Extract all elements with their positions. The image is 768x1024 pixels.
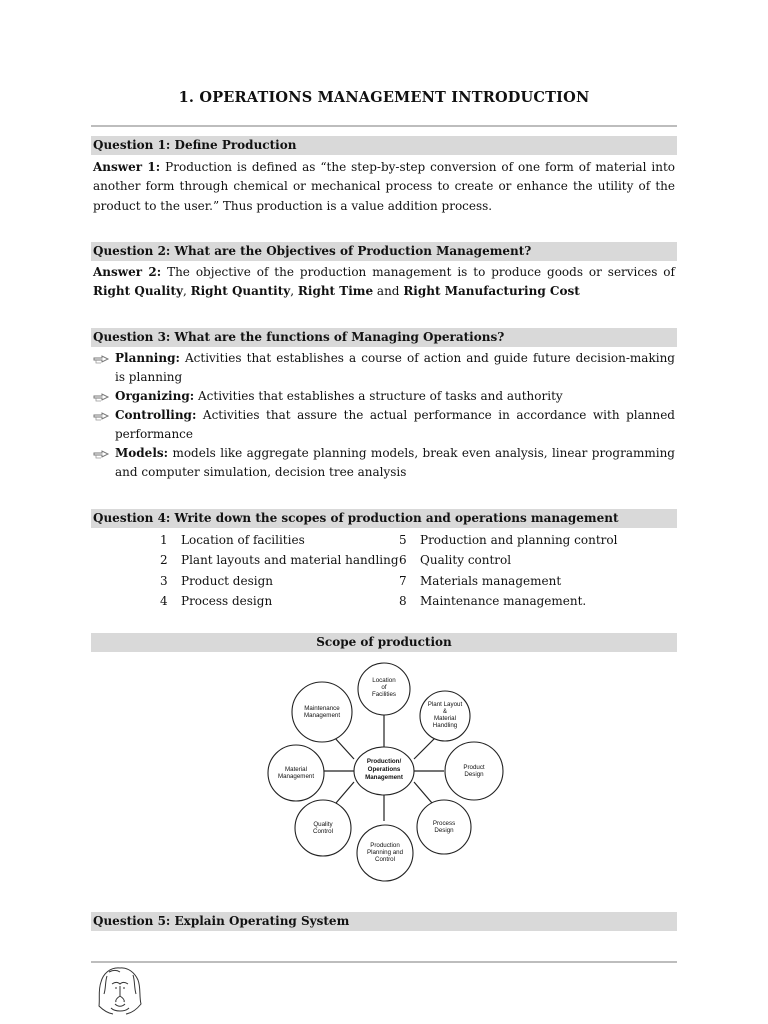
item-number: 2	[160, 553, 168, 568]
question-4-heading: Question 4: Write down the scopes of production and operations management	[91, 509, 677, 528]
answer-2-label: Answer 2:	[93, 265, 162, 279]
item-text: Product design	[181, 573, 273, 588]
scope-diagram	[264, 657, 504, 887]
svg-text:Production/OperationsManagemen	[365, 758, 403, 781]
item-text: Process design	[181, 593, 273, 608]
item-number: 7	[399, 573, 407, 588]
ppc-label-1: Production	[370, 842, 400, 849]
list-item	[160, 530, 399, 550]
question-5-heading: Question 5: Explain Operating System	[91, 912, 677, 931]
list-item	[160, 591, 399, 611]
list-item	[93, 406, 675, 444]
maintenance-label-1: Maintenance	[304, 705, 340, 712]
location-label-1: Location	[372, 677, 396, 684]
list-item	[399, 591, 617, 611]
item-number: 5	[399, 533, 407, 547]
scope-list-right	[399, 530, 617, 611]
pointing-hand-icon	[93, 387, 115, 406]
item-text: Quality control	[420, 553, 512, 568]
pointing-hand-icon	[93, 444, 115, 463]
item-text: Production and planning control	[420, 533, 618, 547]
product-label-2: Design	[464, 771, 484, 778]
list-item	[93, 387, 675, 406]
models-term: Models:	[115, 446, 169, 460]
list-item	[399, 530, 617, 550]
models-text: models like aggregate planning models, break even analysis, linear programming and computer simulation, decision tree analysis	[115, 446, 675, 479]
title-divider	[91, 125, 677, 127]
location-label-3: Facilities	[371, 691, 397, 698]
material-label-2: Management	[277, 773, 315, 780]
question-3-heading: Question 3: What are the functions of Managing Operations?	[91, 328, 677, 347]
list-item	[399, 550, 617, 570]
scope-heading: Scope of production	[91, 633, 677, 652]
maintenance-label-2: Management	[303, 712, 341, 719]
product-label-1: Product	[463, 764, 485, 771]
item-number: 8	[399, 593, 407, 608]
item-text: Location of facilities	[181, 533, 305, 547]
list-item	[160, 550, 399, 570]
functions-list	[93, 349, 675, 482]
item-number: 3	[160, 573, 168, 588]
plant-label-4: Handling	[432, 722, 458, 729]
right-time: Right Time	[297, 284, 374, 299]
center-label-2: Operations	[367, 766, 401, 773]
list-item	[160, 571, 399, 591]
ppc-label-2: Planning and	[366, 849, 404, 856]
item-text: Materials management	[420, 573, 562, 588]
quality-label-2: Control	[313, 828, 333, 835]
answer-2: Answer 2: The objective of the production management is to produce goods or services of Right Quality, Right Quantity, Right Time and Right Manufacturing Cost	[93, 265, 675, 299]
svg-text:ProcessDesign	[433, 820, 455, 834]
right-quality: Right Quality	[93, 284, 183, 299]
item-number: 1	[160, 533, 168, 547]
right-quantity: Right Quantity	[190, 284, 291, 299]
svg-text:MaintenanceManagement	[304, 705, 340, 719]
quality-label-1: Quality	[313, 821, 333, 828]
item-number: 6	[399, 553, 407, 568]
list-item	[93, 349, 675, 387]
plant-label-1: Plant Layout	[427, 701, 463, 708]
plant-label-3: Material	[433, 715, 457, 722]
pointing-hand-icon	[93, 406, 115, 425]
planning-term: Planning:	[115, 351, 180, 365]
location-label-2: of	[381, 684, 387, 691]
right-manufacturing-cost: Right Manufacturing Cost	[403, 284, 580, 299]
answer-1-label: Answer 1:	[93, 160, 161, 174]
list-item	[399, 571, 617, 591]
planning-text: Activities that establishes a course of action and guide future decision-making is planning	[115, 351, 675, 384]
svg-text:ProductDesign	[463, 764, 485, 778]
pointing-hand-icon	[93, 349, 115, 368]
process-label-2: Design	[434, 827, 454, 834]
ppc-label-3: Control	[375, 856, 395, 863]
svg-text:QualityControl	[313, 821, 334, 835]
item-number: 4	[160, 593, 168, 608]
answer-1-text: Production is defined as “the step-by-step conversion of one form of material into another form through chemical or mechanical process to create or enhance the utility of the product to the user.” Thus production is a value addition process.	[93, 160, 675, 213]
list-item	[93, 444, 675, 482]
footer-divider	[91, 961, 677, 963]
controlling-term: Controlling:	[115, 408, 197, 422]
answer-2-and: and	[376, 284, 400, 299]
controlling-text: Activities that assure the actual performance in accordance with planned performance	[115, 408, 675, 441]
question-1-heading: Question 1: Define Production	[91, 136, 677, 155]
organizing-text: Activities that establishes a structure of tasks and authority	[197, 389, 563, 403]
question-2-heading: Question 2: What are the Objectives of Production Management?	[91, 242, 677, 261]
page-title: 1. OPERATIONS MANAGEMENT INTRODUCTION	[178, 89, 590, 106]
plant-label-2: &	[442, 708, 448, 715]
material-label-1: Material	[284, 766, 308, 773]
answer-1	[93, 158, 675, 216]
organizing-term: Organizing:	[115, 389, 195, 403]
process-label-1: Process	[432, 820, 456, 827]
lion-head-icon	[95, 964, 145, 1016]
item-text: Maintenance management.	[420, 593, 587, 608]
center-label-3: Management	[365, 774, 403, 781]
scope-list-left	[160, 530, 399, 611]
center-label-1: Production/	[366, 758, 402, 765]
item-text: Plant layouts and material handling	[181, 553, 399, 568]
answer-2-text: The objective of the production management is to produce goods or services of	[167, 265, 675, 279]
